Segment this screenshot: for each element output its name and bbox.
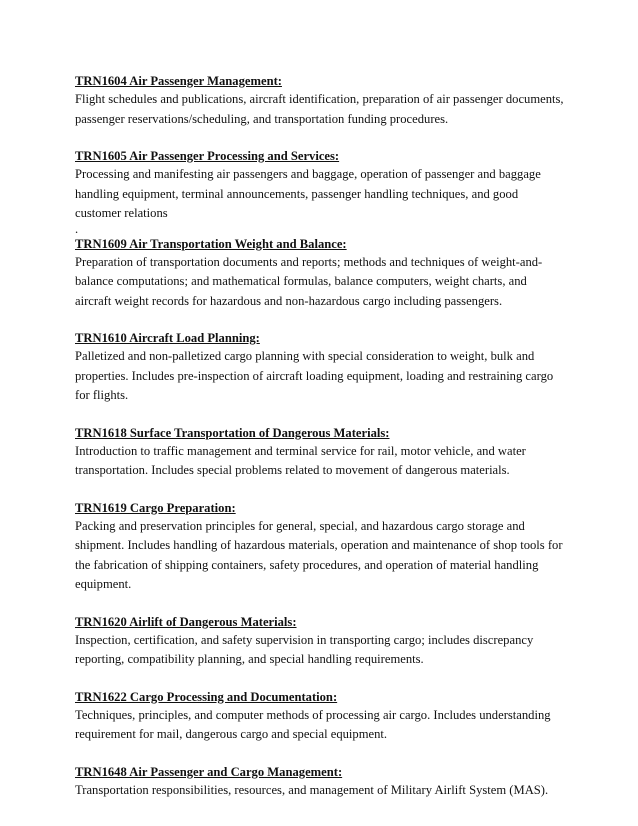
description-line: Processing and manifesting air passengers and baggage, operation of passenger and baggage [75,167,541,181]
course-description [75,517,575,595]
description-line: properties. Includes pre-inspection of aircraft loading equipment, loading and restraining cargo [75,368,554,383]
course-title: TRN1620 Airlift of Dangerous Materials: [75,614,297,629]
description-line: equipment. [75,577,132,591]
course-description [75,90,575,129]
stray-period: . [75,221,79,236]
course-title: TRN1619 Cargo Preparation: [75,500,236,515]
description-line: shipment. Includes handling of hazardous materials, operation and maintenance of shop tools for [75,538,563,552]
course-trn1648 [75,763,575,801]
description-line: Preparation of transportation documents and reports; methods and techniques of weight-and- [75,254,543,269]
description-line: Inspection, certification, and safety supervision in transporting cargo; includes discrepancy [75,632,534,647]
description-line: reporting, compatibility planning, and special handling requirements. [75,652,424,666]
course-description [75,706,575,745]
course-description [75,165,575,224]
course-title: TRN1622 Cargo Processing and Documentation: [75,689,338,704]
course-description [75,253,575,312]
course-description [75,631,575,670]
description-line: for flights. [75,388,129,402]
document-page [75,72,575,800]
description-line: customer relations [75,206,168,220]
description-line: passenger reservations/scheduling, and transportation funding procedures. [75,111,449,126]
course-trn1605 [75,147,575,235]
description-line: Transportation responsibilities, resources, and management of Military Airlift System (MAS). [75,782,549,797]
course-title: TRN1604 Air Passenger Management: [75,74,282,88]
description-line: the fabrication of shipping containers, safety procedures, and operation of material handling [75,557,539,572]
course-title: TRN1610 Aircraft Load Planning: [75,331,260,345]
course-title: TRN1605 Air Passenger Processing and Services: [75,149,340,163]
course-trn1622 [75,688,575,745]
description-line: transportation. Includes special problems related to movement of dangerous materials. [75,463,510,477]
course-trn1619 [75,499,575,595]
course-description [75,442,575,481]
course-trn1618 [75,424,575,481]
course-title: TRN1648 Air Passenger and Cargo Management: [75,764,343,779]
course-description [75,347,575,406]
description-line: Introduction to traffic management and terminal service for rail, motor vehicle, and water [75,443,526,458]
course-trn1609 [75,235,575,312]
course-title: TRN1618 Surface Transportation of Dangerous Materials: [75,425,390,440]
course-description [75,781,575,801]
course-trn1620 [75,613,575,670]
description-line: aircraft weight records for hazardous and non-hazardous cargo including passengers. [75,293,503,308]
course-trn1604 [75,72,575,129]
description-line: handling equipment, terminal announcements, passenger handling techniques, and good [75,186,519,201]
course-title: TRN1609 Air Transportation Weight and Balance: [75,236,347,251]
description-line: Flight schedules and publications, aircraft identification, preparation of air passenger documents, [75,92,564,106]
course-trn1610 [75,329,575,406]
description-line: Palletized and non-palletized cargo planning with special consideration to weight, bulk and [75,349,535,363]
description-line: Techniques, principles, and computer methods of processing air cargo. Includes understanding [75,707,551,722]
description-line: balance computations; and mathematical formulas, balance computers, weight charts, and [75,274,527,288]
description-line: Packing and preservation principles for general, special, and hazardous cargo storage and [75,518,525,533]
description-line: requirement for mail, dangerous cargo and special equipment. [75,727,388,741]
